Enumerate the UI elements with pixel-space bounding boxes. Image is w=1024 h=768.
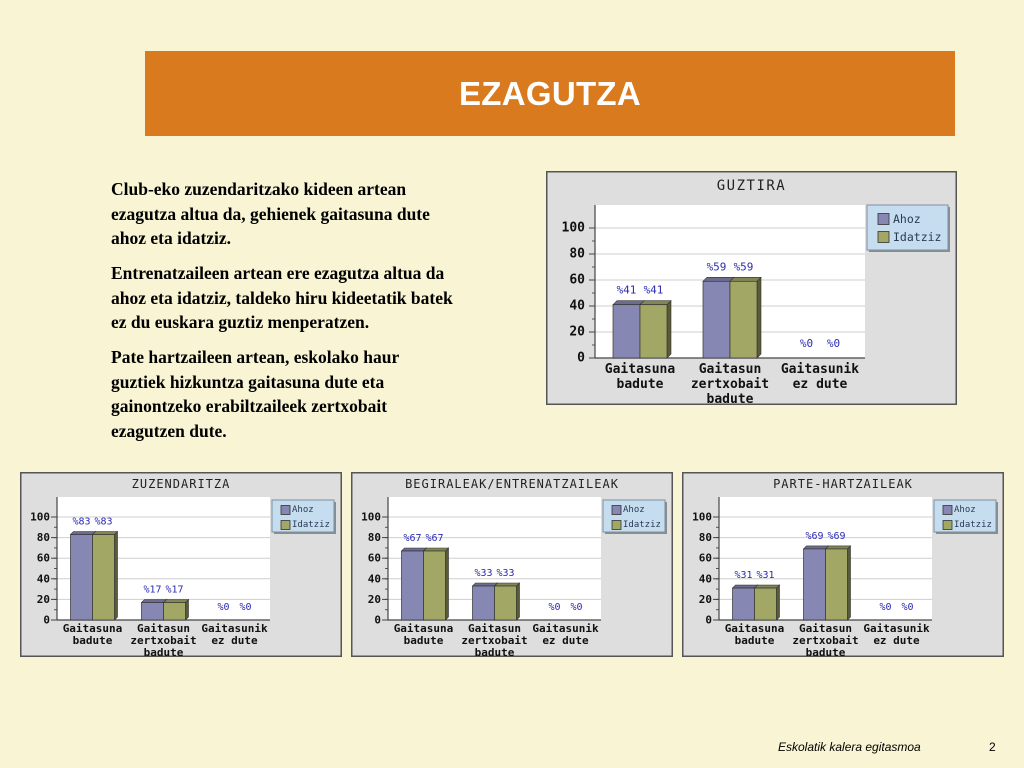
y-tick-label: 0 bbox=[577, 350, 585, 366]
x-category-label: badute bbox=[72, 634, 113, 647]
data-label: %67 bbox=[425, 532, 444, 544]
legend-swatch bbox=[281, 521, 290, 530]
legend-swatch bbox=[943, 521, 952, 530]
x-category-label: Gaitasun bbox=[137, 622, 190, 635]
chart-parte-hartzaileak bbox=[682, 472, 1004, 657]
legend-label: Idatziz bbox=[292, 520, 330, 530]
data-label: %0 bbox=[879, 602, 892, 613]
x-category-label: zertxobait bbox=[792, 634, 859, 647]
text-line: ahoz eta idatziz. bbox=[111, 228, 232, 248]
chart-zuzendaritza-canvas bbox=[20, 472, 342, 657]
legend-swatch bbox=[612, 521, 621, 530]
chart-title: PARTE-HARTZAILEAK bbox=[773, 477, 913, 491]
bar-idatziz-side bbox=[517, 583, 520, 620]
data-label: %0 bbox=[548, 602, 561, 613]
bar-idatziz-top bbox=[640, 301, 671, 305]
x-category-label: Gaitasun bbox=[698, 362, 762, 377]
chart-zuzendaritza bbox=[20, 472, 342, 657]
data-label: %0 bbox=[570, 602, 583, 613]
bar-idatziz-top bbox=[730, 277, 761, 281]
legend-label: Ahoz bbox=[623, 505, 645, 515]
legend-swatch bbox=[878, 214, 889, 225]
bar-ahoz-top bbox=[142, 599, 167, 602]
bar-ahoz bbox=[703, 281, 730, 358]
bar-idatziz bbox=[826, 549, 848, 620]
text-line: ez du euskara guztiz menperatzen. bbox=[111, 312, 370, 332]
data-label: %31 bbox=[734, 570, 753, 582]
chart-title: GUZTIRA bbox=[716, 178, 787, 194]
bar-ahoz-top bbox=[804, 546, 829, 549]
x-category-label: zertxobait bbox=[690, 377, 770, 392]
bar-ahoz bbox=[613, 305, 640, 358]
bar-ahoz bbox=[402, 551, 424, 620]
y-tick-label: 60 bbox=[698, 551, 712, 565]
data-label: %0 bbox=[239, 602, 252, 613]
x-category-label: ez dute bbox=[542, 634, 589, 647]
data-label: %17 bbox=[165, 584, 184, 596]
x-category-label: badute bbox=[706, 392, 754, 405]
x-category-label: ez dute bbox=[211, 634, 258, 647]
bar-idatziz-side bbox=[115, 532, 118, 620]
bar-idatziz-top bbox=[164, 599, 189, 602]
y-tick-label: 0 bbox=[43, 613, 50, 627]
x-category-label: badute bbox=[616, 377, 664, 392]
x-category-label: zertxobait bbox=[461, 634, 528, 647]
bar-ahoz bbox=[804, 549, 826, 620]
footer-text: Eskolatik kalera egitasmoa bbox=[778, 740, 921, 754]
bar-ahoz-top bbox=[733, 585, 758, 588]
y-tick-label: 100 bbox=[361, 510, 381, 524]
y-tick-label: 100 bbox=[561, 220, 585, 236]
chart-begiraleak-entrenatzaileak bbox=[351, 472, 673, 657]
data-label: %0 bbox=[901, 602, 914, 613]
x-category-label: badute bbox=[474, 646, 515, 657]
legend-label: Idatziz bbox=[893, 230, 942, 244]
bar-ahoz-top bbox=[703, 277, 734, 281]
data-label: %31 bbox=[756, 570, 775, 582]
text-line: Pate hartzaileen artean, eskolako haur bbox=[111, 347, 400, 367]
bar-idatziz bbox=[640, 305, 667, 358]
x-category-label: badute bbox=[403, 634, 444, 647]
bar-ahoz-top bbox=[473, 583, 498, 586]
slide-title: EZAGUTZA bbox=[458, 74, 642, 112]
x-category-label: badute bbox=[143, 646, 184, 657]
data-label: %0 bbox=[217, 602, 230, 613]
bar-ahoz-top bbox=[613, 301, 644, 305]
legend-label: Ahoz bbox=[893, 212, 921, 226]
y-tick-label: 40 bbox=[36, 572, 50, 586]
legend-label: Idatziz bbox=[623, 520, 661, 530]
bar-idatziz-side bbox=[186, 599, 189, 620]
bar-idatziz-top bbox=[424, 548, 449, 551]
text-line: ahoz eta idatziz, taldeko hiru kideetatik batek bbox=[111, 287, 453, 308]
chart-parte-hartzaileak-canvas bbox=[682, 472, 1004, 657]
data-label: %41 bbox=[643, 283, 664, 297]
data-label: %59 bbox=[733, 260, 754, 274]
y-tick-label: 80 bbox=[569, 246, 585, 262]
body-text bbox=[111, 177, 531, 454]
y-tick-label: 40 bbox=[698, 572, 712, 586]
legend-swatch bbox=[612, 506, 621, 515]
page-number: 2 bbox=[989, 740, 996, 754]
y-tick-label: 40 bbox=[367, 572, 381, 586]
bar-idatziz-side bbox=[446, 548, 449, 620]
legend-swatch bbox=[943, 506, 952, 515]
y-tick-label: 80 bbox=[36, 531, 50, 545]
chart-guztira-canvas bbox=[546, 171, 957, 405]
x-category-label: Gaitasunik bbox=[201, 622, 268, 635]
bar-idatziz-top bbox=[826, 546, 851, 549]
data-label: %0 bbox=[826, 337, 841, 350]
chart-title: ZUZENDARITZA bbox=[131, 477, 231, 491]
y-tick-label: 80 bbox=[367, 531, 381, 545]
x-category-label: Gaitasuna bbox=[604, 362, 676, 377]
y-tick-label: 0 bbox=[705, 613, 712, 627]
chart-guztira bbox=[546, 171, 957, 405]
bar-idatziz-side bbox=[848, 546, 851, 620]
data-label: %69 bbox=[827, 530, 846, 542]
y-tick-label: 60 bbox=[367, 551, 381, 565]
data-label: %83 bbox=[72, 516, 91, 528]
legend-swatch bbox=[281, 506, 290, 515]
chart-begiraleak-canvas bbox=[351, 472, 673, 657]
y-tick-label: 100 bbox=[692, 510, 712, 524]
y-tick-label: 20 bbox=[36, 592, 50, 606]
y-tick-label: 20 bbox=[698, 592, 712, 606]
x-category-label: Gaitasunik bbox=[780, 362, 860, 377]
chart-title: BEGIRALEAK/ENTRENATZAILEAK bbox=[405, 477, 619, 491]
text-line: gainontzeko erabiltzaileek zertxobait bbox=[111, 396, 388, 416]
bar-idatziz bbox=[164, 602, 186, 620]
y-tick-label: 60 bbox=[569, 272, 585, 288]
legend-swatch bbox=[878, 232, 889, 243]
data-label: %0 bbox=[799, 337, 814, 350]
legend-label: Idatziz bbox=[954, 520, 992, 530]
x-category-label: Gaitasunik bbox=[863, 622, 930, 635]
bar-idatziz-top bbox=[495, 583, 520, 586]
x-category-label: badute bbox=[805, 646, 846, 657]
bar-idatziz-side bbox=[757, 277, 761, 358]
paragraph-coaches bbox=[111, 261, 531, 335]
x-category-label: ez dute bbox=[792, 377, 848, 392]
x-category-label: Gaitasuna bbox=[724, 622, 785, 635]
text-line: ezagutza altua da, gehienek gaitasuna dute bbox=[111, 203, 430, 224]
bar-ahoz bbox=[733, 588, 755, 620]
data-label: %17 bbox=[143, 584, 162, 596]
x-category-label: ez dute bbox=[873, 634, 920, 647]
y-tick-label: 100 bbox=[30, 510, 50, 524]
y-tick-label: 40 bbox=[569, 298, 585, 314]
paragraph-board bbox=[111, 177, 531, 251]
bar-idatziz bbox=[755, 588, 777, 620]
bar-idatziz-side bbox=[667, 301, 671, 358]
data-label: %59 bbox=[706, 260, 727, 274]
data-label: %33 bbox=[474, 568, 493, 580]
paragraph-participants bbox=[111, 345, 531, 443]
text-line: Entrenatzaileen artean ere ezagutza altua da bbox=[111, 263, 445, 283]
data-label: %83 bbox=[94, 516, 113, 528]
x-category-label: Gaitasun bbox=[468, 622, 521, 635]
bar-idatziz-top bbox=[93, 532, 118, 535]
x-category-label: Gaitasunik bbox=[532, 622, 599, 635]
legend-label: Ahoz bbox=[954, 505, 976, 515]
x-category-label: badute bbox=[734, 634, 775, 647]
text-line: ezagutzen dute. bbox=[111, 420, 227, 441]
bar-ahoz-top bbox=[71, 532, 96, 535]
bar-ahoz bbox=[71, 535, 93, 620]
y-tick-label: 80 bbox=[698, 531, 712, 545]
x-category-label: Gaitasuna bbox=[393, 622, 454, 635]
y-tick-label: 20 bbox=[569, 324, 585, 340]
x-category-label: zertxobait bbox=[130, 634, 197, 647]
x-category-label: Gaitasun bbox=[799, 622, 852, 635]
bar-ahoz bbox=[142, 602, 164, 620]
bar-ahoz bbox=[473, 586, 495, 620]
y-tick-label: 0 bbox=[374, 613, 381, 627]
bar-idatziz bbox=[730, 281, 757, 358]
bar-idatziz-side bbox=[777, 585, 780, 620]
text-line: Club-eko zuzendaritzako kideen artean bbox=[111, 179, 407, 199]
data-label: %69 bbox=[805, 530, 824, 542]
data-label: %41 bbox=[616, 283, 637, 297]
bar-idatziz bbox=[93, 535, 115, 620]
text-line: guztiek hizkuntza gaitasuna dute eta bbox=[111, 371, 385, 392]
legend-label: Ahoz bbox=[292, 505, 314, 515]
y-tick-label: 20 bbox=[367, 592, 381, 606]
data-label: %67 bbox=[403, 532, 422, 544]
bar-idatziz bbox=[424, 551, 446, 620]
title-banner bbox=[145, 51, 955, 136]
bar-idatziz bbox=[495, 586, 517, 620]
bar-ahoz-top bbox=[402, 548, 427, 551]
data-label: %33 bbox=[496, 568, 515, 580]
y-tick-label: 60 bbox=[36, 551, 50, 565]
x-category-label: Gaitasuna bbox=[62, 622, 123, 635]
bar-idatziz-top bbox=[755, 585, 780, 588]
